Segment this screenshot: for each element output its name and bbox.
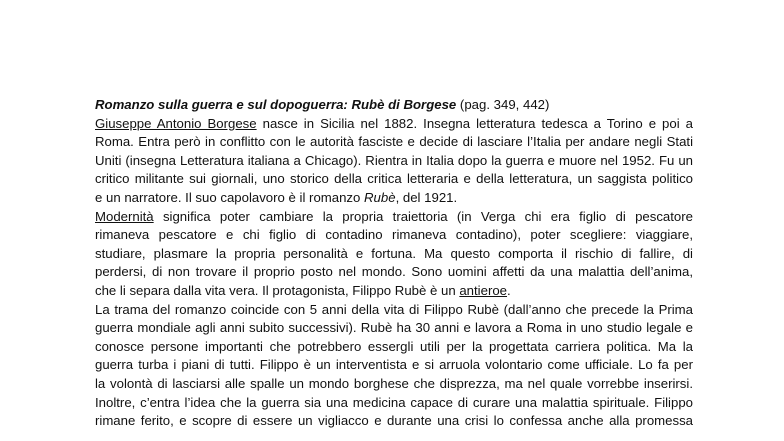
line-text: Inoltre, c’entra l’idea che la guerra sia una medicina capace di curare una malattia spirituale. Filippo (95, 394, 693, 410)
paragraph-line (95, 115, 693, 134)
antieroe-term: antieroe (459, 282, 508, 298)
line-text: guerra mondiale agli anni subito successivi). Rubè ha 30 anni e lavora a Roma in uno studio legale e (95, 320, 693, 336)
paragraph-line (95, 170, 693, 189)
line-text: , del 1921. (395, 189, 458, 205)
line-text: rimane ferito, e scopre di essere un vigliacco e durante una crisi lo confessa anche alla promessa (95, 413, 693, 429)
line-text: conosce persone importanti che potrebbero essergli utili per la progettata carriera politica. Ma la (95, 338, 693, 354)
text-body (95, 96, 693, 431)
paragraph-line (95, 356, 693, 375)
paragraph-line (95, 412, 693, 431)
paragraph-line (95, 263, 693, 282)
paragraph-line (95, 208, 693, 227)
paragraph-line (95, 301, 693, 320)
line-text: critico militante sui giornali, uno storico della critica letteraria e della letteratura, un saggista politico (95, 171, 693, 187)
paragraph-line (95, 189, 693, 208)
paragraph-line (95, 245, 693, 264)
heading-pages: (pag. 349, 442) (456, 97, 550, 112)
paragraph-line (95, 319, 693, 338)
line-text: la volontà di lasciarsi alle spalle un mondo borghese che disprezza, ma nel quale vorrebbe inserirsi. (95, 375, 693, 391)
line-text: Roma. Entra però in conflitto con le autorità fasciste e decide di lasciare l’Italia per andare negli Stati (95, 134, 693, 150)
line-text: rimaneva pescatore e chi figlio di contadino rimaneva contadino), poter scegliere: viaggiare, (95, 227, 693, 243)
paragraph-line (95, 375, 693, 394)
line-text: guerra turba i piani di tutti. Filippo è un interventista e si arruola volontario come ufficiale. Lo fa per (95, 357, 693, 373)
line-text: La trama del romanzo coincide con 5 anni della vita di Filippo Rubè (dall’anno che precede la Prima (95, 301, 693, 317)
modernita-term: Modernità (95, 208, 154, 224)
paragraph-line (95, 282, 693, 301)
line-text: e un narratore. Il suo capolavoro è il romanzo (95, 189, 365, 205)
author-name-link: Giuseppe Antonio Borgese (95, 115, 257, 131)
novel-title: Rubè (364, 189, 396, 205)
line-text: studiare, plasmare la propria personalità e fortuna. Ma questo comporta il rischio di fallire, di (95, 245, 693, 261)
paragraph-line (95, 152, 693, 171)
paragraph-line (95, 133, 693, 152)
line-text: Uniti (insegna Letteratura italiana a Chicago). Rientra in Italia dopo la guerra e muore nel 1952. Fu un (95, 152, 693, 168)
paragraph-line (95, 338, 693, 357)
heading (95, 96, 693, 115)
line-text: che li separa dalla vita vera. Il protagonista, Filippo Rubè è un (95, 282, 460, 298)
paragraph-line (95, 394, 693, 413)
line-text: . (507, 282, 511, 298)
line-text: nasce in Sicilia nel 1882. Insegna letteratura tedesca a Torino e poi a (256, 115, 693, 131)
line-text: perdersi, di non trovare il proprio posto nel mondo. Sono uomini affetti da una malattia dell’anima, (95, 264, 693, 280)
heading-title: Romanzo sulla guerra e sul dopoguerra: Rubè di Borgese (95, 97, 457, 112)
paragraph-line (95, 226, 693, 245)
line-text: significa poter cambiare la propria traiettoria (in Verga chi era figlio di pescatore (153, 208, 693, 224)
